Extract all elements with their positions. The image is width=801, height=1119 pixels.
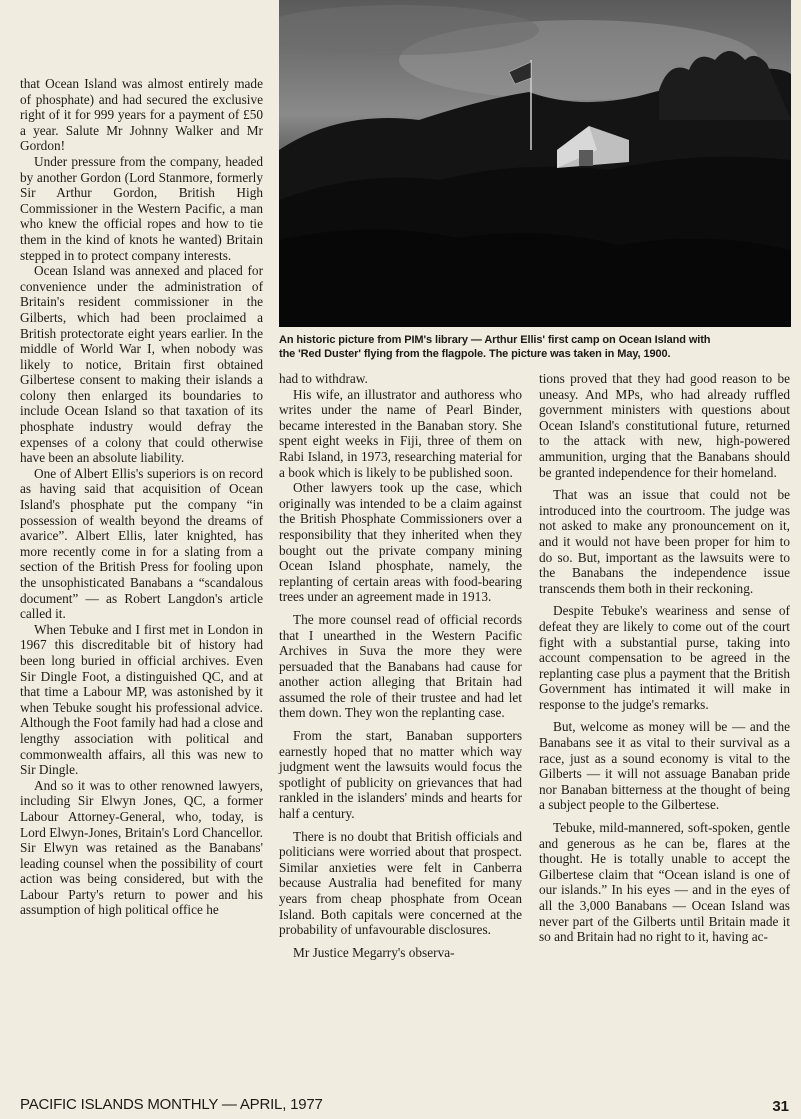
- paragraph: One of Albert Ellis's superiors is on record as having said that acquisition of Ocean Island's phosphate put the company “in possession of wealth beyond the dreams of avarice”. Albert Ellis, later knighted, has more recently come in for a slating from a section of the British Press for fooling upon the unsophisticated Banabans a “scandalous document” — as Robert Langdon's article called it.: [20, 465, 263, 622]
- paragraph: Despite Tebuke's weariness and sense of defeat they are likely to come out of the court fight with a substantial purse, taking into account compensation to be agreed in the replanting case plus a payment that the British Government has intimated it will make in response to the judge's remarks.: [539, 603, 790, 712]
- paragraph: had to withdraw.: [279, 371, 368, 386]
- paragraph: The more counsel read of official records that I unearthed in the Western Pacific Archives in Suva the more they were persuaded that the Banabans had cause for another action alleging that Britain had assumed the role of their trustee and had let them down. They won the replanting case.: [279, 611, 522, 721]
- paragraph: Mr Justice Megarry's observa-: [293, 944, 455, 960]
- photo-caption: [279, 333, 793, 361]
- caption-line-1: An historic picture from PIM's library — Arthur Ellis' first camp on Ocean Island with: [279, 334, 711, 346]
- paragraph: But, welcome as money will be — and the Banabans see it as vital to their survival as a race, just as a sound economy is vital to the Gilberts — it will not assuage Banaban pride nor Banaban bitterness at the thought of being a subject people to the Gilbertese.: [539, 719, 790, 813]
- paragraph: His wife, an illustrator and authoress who writes under the name of Pearl Binder, became interested in the Banaban story. She spent eight weeks in Fiji, three of them on Rabi Island, in 1973, researching material for a book which is likely to be published soon.: [279, 386, 522, 480]
- article-column-2: [279, 371, 522, 960]
- publication-footer: PACIFIC ISLANDS MONTHLY — APRIL, 1977: [20, 1096, 323, 1113]
- paragraph: There is no doubt that British officials and politicians were worried about that prospect. Similar anxieties were felt in Canberra because Australia had benefited for many years from cheap phosphate from Ocean Island. Both capitals were concerned at the probability of unfavourable disclosures.: [279, 828, 522, 938]
- paragraph: Ocean Island was annexed and placed for convenience under the administration of Britain's resident commissioner in the Gilberts, which had been proclaimed a British protectorate eight years earlier. In the middle of World War I, when nobody was likely to notice, Britain first obtained Gilbertese consent to making their islands a colony then enlarged its boundaries to include Ocean Island so that taxation of its phosphate industry would defray the expenses of a colony that could otherwise have been an absolute liability.: [20, 263, 263, 466]
- paragraph: From the start, Banaban supporters earnestly hoped that no matter which way judgment went the lawsuits would focus the spotlight of publicity on grievances that had rankled in the islanders' minds and hearts for half a century.: [279, 728, 522, 822]
- article-column-3: [539, 371, 790, 945]
- paragraph: that Ocean Island was almost entirely made of phosphate) and had secured the exclusive right of it for 999 years for a payment of £50 a year. Salute Mr Johnny Walker and Mr Gordon!: [20, 76, 263, 154]
- paragraph: Tebuke, mild-mannered, soft-spoken, gentle and generous as he can be, flares at the thought. He is totally unable to accept the Gilbertese claim that “Ocean island is one of our islands.” In his eyes — and in the eyes of all the 3,000 Banabans — Ocean Island was never part of the Gilberts until Britain made it so and Britain had no right to it, having ac-: [539, 820, 790, 945]
- paragraph: That was an issue that could not be introduced into the courtroom. The judge was not asked to make any pronouncement on it, and it would not have been proper for him to do so. But, important as the lawsuits were to the Banabans the independence issue transcends them both in their reckoning.: [539, 487, 790, 596]
- historic-photo: [279, 0, 791, 327]
- caption-line-2: the 'Red Duster' flying from the flagpole. The picture was taken in May, 1900.: [279, 348, 671, 360]
- camp-photo-image: [279, 0, 791, 327]
- paragraph: When Tebuke and I first met in London in 1967 this discreditable bit of history had been long buried in official archives. Even Sir Dingle Foot, a distinguished QC, and at that time a Labour MP, was astonished by it when Tebuke sought his professional advice. Although the Foot family had had a close and lengthy association with political and commonwealth affairs, all this was new to Sir Dingle.: [20, 621, 263, 778]
- paragraph: And so it was to other renowned lawyers, including Sir Elwyn Jones, QC, a former Labour Attorney-General, who, today, is Lord Elwyn-Jones, Britain's Lord Chancellor. Sir Elwyn was retained as the Banabans' leading counsel when the possibility of court action was being considered, but with the Labour Party's return to power and his assumption of high political office he: [20, 777, 263, 918]
- paragraph: tions proved that they had good reason to be uneasy. And MPs, who had already ruffled government ministers with questions about Ocean Island's constitutional future, returned to the attack with new, high-powered ammunition, urging that the Banabans should be granted independence for their homeland.: [539, 371, 790, 480]
- article-column-1: [20, 76, 263, 918]
- page-number: 31: [772, 1098, 789, 1115]
- paragraph: Under pressure from the company, headed by another Gordon (Lord Stanmore, formerly Sir Arthur Gordon, British High Commissioner in the Western Pacific, a man who knew the official ropes and how to tie them in the kind of knots he wanted) Britain stepped in to protect company interests.: [20, 153, 263, 263]
- paragraph: Other lawyers took up the case, which originally was intended to be a claim against the British Phosphate Commissioners over a responsibility that they inherited when they bought out the private company mining Ocean Island phosphate, namely, the replanting of certain areas with food-bearing trees under an agreement made in 1913.: [279, 480, 522, 605]
